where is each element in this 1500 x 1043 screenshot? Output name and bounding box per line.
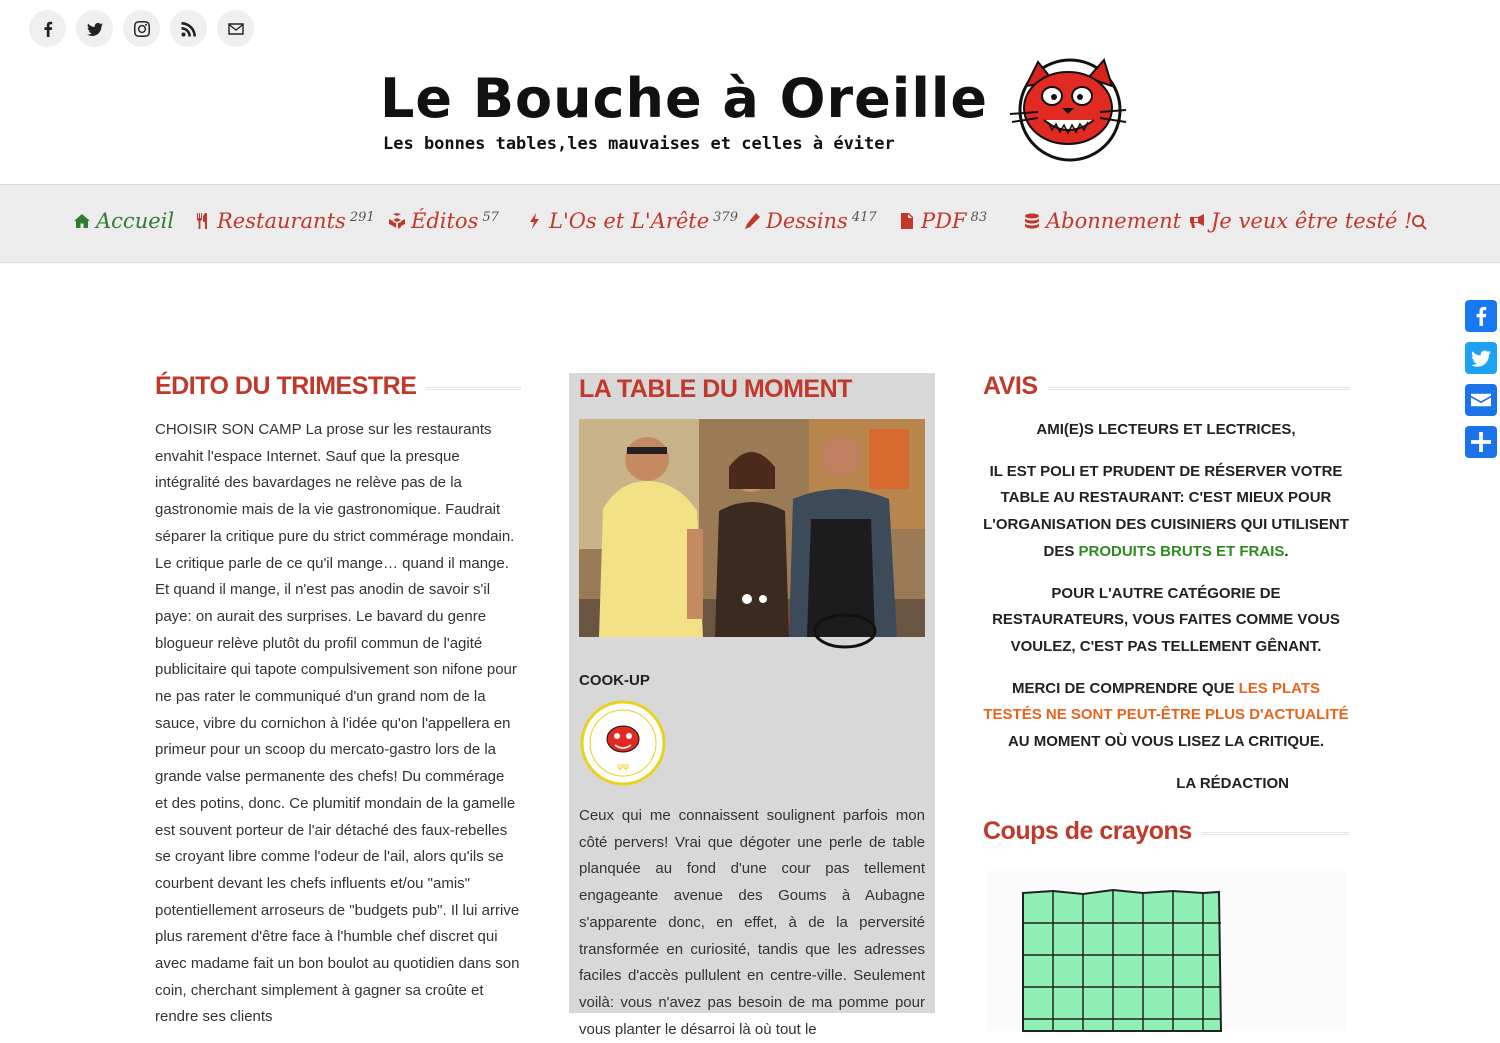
- main-nav: [0, 184, 1500, 263]
- svg-text:ψψ: ψψ: [617, 762, 629, 772]
- site-logo[interactable]: [380, 62, 1140, 172]
- nav-label: Je veux être testé !: [1211, 209, 1413, 233]
- restaurant-photo-image: [579, 419, 925, 637]
- share-more-button[interactable]: [1465, 426, 1497, 458]
- social-bar: [29, 10, 254, 47]
- bolt-icon: [527, 210, 543, 226]
- share-twitter-button[interactable]: [1465, 342, 1497, 374]
- file-pdf-icon: [899, 210, 915, 226]
- twitter-icon: [1471, 348, 1491, 368]
- nav-count: 417: [851, 210, 877, 225]
- database-icon: [1024, 210, 1040, 226]
- avis-paragraph: MERCI DE COMPRENDRE QUE LES PLATS TESTÉS NE SONT PEUT-ÊTRE PLUS D'ACTUALITÉ AU MOMENT OÙ VOUS LISEZ LA CRITIQUE.: [983, 679, 1349, 751]
- bullhorn-icon: [1189, 210, 1205, 226]
- pencil-icon: [744, 210, 760, 226]
- nav-label: Restaurants: [217, 209, 346, 233]
- table-text: Ceux qui me connaissent soulignent parfois mon côté pervers! Vrai que dégoter une perle de table planquée au fond d'une cour pas tellement engageante avenue des Goums à Aubagne s'apparente donc, en effet, à de la perversité transformée en curiosité, tandis que les adresses faciles d'accès pullulent en centre-ville. Seulement voilà: vous n'avez pas besoin de ma pomme pour vous planter le désarroi là où tout le: [579, 807, 925, 1038]
- avis-greeting: AMI(E)S LECTEURS ET LECTRICES,: [1036, 421, 1296, 438]
- nav-count: 379: [713, 210, 738, 225]
- logo-subtitle: Les bonnes tables,les mauvaises et celles à éviter: [383, 134, 895, 154]
- utensils-icon: [195, 210, 211, 226]
- nav-item-abonnement[interactable]: [1024, 209, 1181, 233]
- cat-mascot-icon: [1008, 56, 1128, 164]
- nav-item-accueil[interactable]: [74, 209, 174, 233]
- nav-label: L'Os et L'Arête: [549, 209, 710, 233]
- avis-paragraph: POUR L'AUTRE CATÉGORIE DE RESTAURATEURS, VOUS FAITES COMME VOUS VOULEZ, C'EST PAS TELLEMENT GÊNANT.: [992, 584, 1340, 655]
- edito-title: ÉDITO DU TRIMESTRE: [155, 372, 417, 400]
- edito-section: [155, 372, 521, 1031]
- restaurant-name: COOK-UP: [579, 672, 650, 689]
- edito-heading: [155, 372, 521, 401]
- avis-paragraph: IL EST POLI ET PRUDENT DE RÉSERVER VOTRE TABLE AU RESTAURANT: C'EST MIEUX POUR L'ORGANISATION DES CUISINIERS QUI UTILISENT DES PRODUITS BRUTS ET FRAIS.: [983, 462, 1349, 560]
- nav-count: 291: [349, 210, 375, 225]
- nav-item-dessins[interactable]: [744, 209, 877, 233]
- nav-item-pdf[interactable]: [899, 209, 987, 233]
- cartoon-drawing-image: [983, 871, 1349, 1031]
- rss-icon: [181, 21, 197, 37]
- produits-bruts-link[interactable]: PRODUITS BRUTS ET FRAIS: [1078, 542, 1285, 560]
- home-icon: [74, 210, 90, 226]
- nav-count: 57: [482, 210, 499, 225]
- label-stamp-icon: [579, 699, 667, 787]
- twitter-icon: [87, 21, 103, 37]
- crayons-heading: [983, 817, 1349, 846]
- plus-icon: [1471, 432, 1491, 452]
- restaurant-photo[interactable]: [579, 419, 925, 637]
- title-divider: [1202, 832, 1349, 835]
- nav-item-restaurants[interactable]: [195, 209, 375, 233]
- avis-body: [983, 417, 1349, 797]
- edito-text: CHOISIR SON CAMP La prose sur les restaurants envahit l'espace Internet. Sauf que la presque intégralité des bavardages ne relève pas de la gastronomie mais de la vie gastronomique. Faudrait séparer la critique pure du strict commérage mondain. Le critique parle de ce qu'il mange… quand il mange. Et quand il mange, il n'est pas anodin de savoir s'il paye: on aurait des surprises. Le bavard du genre blogueur relève plutôt du profil commun de l'agité publicitaire qui tapote compulsivement son nifone pour ne pas rater le communiqué d'un grand nom de la sauce, vibre du cornichon à l'idée qu'on l'appellera en primeur pour un scoop du mercato-gastro lors de la grande valse permanente des chefs! Du commérage et des potins, donc. Ce plumitif mondain de la gamelle est souvent porteur de l'air détaché des faux-rebelles se croyant libre comme l'odeur de l'ail, alors qu'ils se courbent devant les chefs influents et/ou "amis" potentiellement arroseurs de "budgets pub". Il lui arrive plus rarement d'être face à l'humble chef discret qui avec madame fait un bon boulot au quotidien dans son coin, cherchant simplement à gagner sa croûte et rendre ses clients: [155, 421, 520, 1026]
- table-heading: [579, 373, 925, 404]
- nav-label: Abonnement: [1046, 209, 1182, 233]
- mail-link[interactable]: [217, 10, 254, 47]
- nav-label: Accueil: [96, 209, 175, 233]
- nav-item-os-et-arete[interactable]: [527, 209, 738, 233]
- share-email-button[interactable]: [1465, 384, 1497, 416]
- share-sidebar: [1465, 300, 1497, 458]
- facebook-icon: [40, 21, 56, 37]
- table-du-moment-section: [569, 373, 935, 1038]
- mail-icon: [228, 21, 244, 37]
- twitter-link[interactable]: [76, 10, 113, 47]
- nav-label: Éditos: [411, 209, 479, 233]
- nav-count: 83: [970, 210, 988, 225]
- nav-label: Dessins: [766, 209, 848, 233]
- facebook-icon: [1471, 306, 1491, 326]
- instagram-link[interactable]: [123, 10, 160, 47]
- table-title: LA TABLE DU MOMENT: [579, 375, 852, 403]
- avis-section: [983, 372, 1349, 1031]
- title-divider: [426, 387, 521, 390]
- search-button[interactable]: [1412, 215, 1428, 231]
- avis-signature: LA RÉDACTION: [1176, 774, 1289, 792]
- avis-heading: [983, 372, 1349, 401]
- title-divider: [1048, 387, 1350, 390]
- crayons-title: Coups de crayons: [983, 817, 1192, 846]
- nav-item-editos[interactable]: [389, 209, 499, 233]
- cubes-icon: [389, 210, 405, 226]
- logo-title: Le Bouche à Oreille: [380, 67, 988, 130]
- email-icon: [1471, 390, 1491, 410]
- instagram-icon: [134, 21, 150, 37]
- cartoon-drawing[interactable]: [983, 871, 1349, 1031]
- share-facebook-button[interactable]: [1465, 300, 1497, 332]
- avis-title: AVIS: [983, 372, 1038, 400]
- facebook-link[interactable]: [29, 10, 66, 47]
- nav-label: PDF: [921, 209, 967, 233]
- search-icon: [1412, 215, 1427, 230]
- nav-item-je-veux-etre-teste[interactable]: [1189, 209, 1413, 233]
- rss-link[interactable]: [170, 10, 207, 47]
- plats-testes-link[interactable]: LES PLATS TESTÉS NE SONT PEUT-ÊTRE PLUS D'ACTUALITÉ: [983, 679, 1349, 724]
